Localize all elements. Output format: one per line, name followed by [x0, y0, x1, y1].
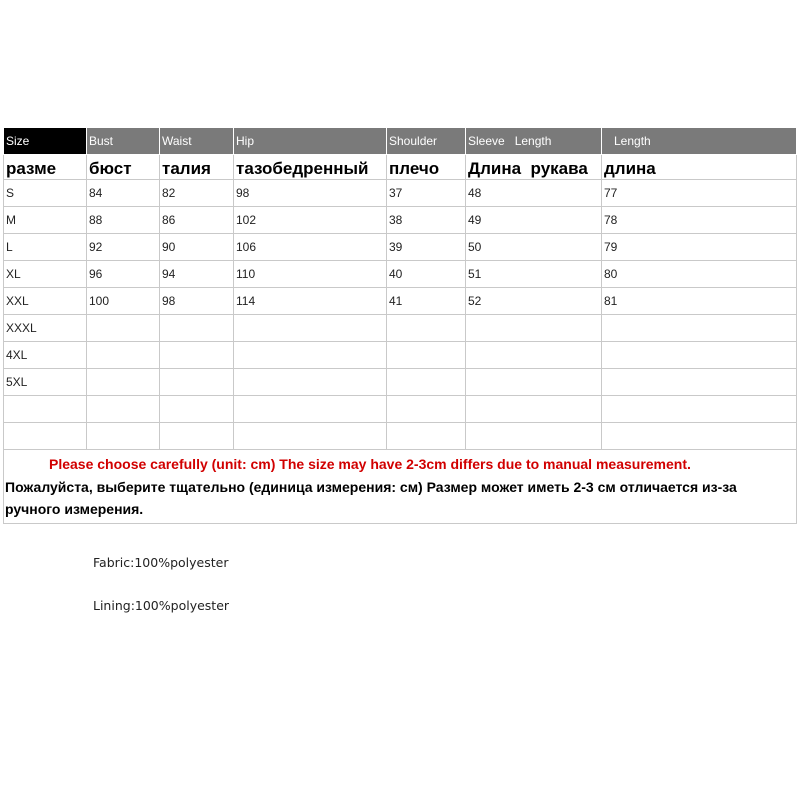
header-shoulder: Shoulder — [387, 128, 466, 155]
cell-length — [602, 396, 797, 423]
cell-hip — [234, 423, 387, 450]
cell-size: 5XL — [4, 369, 87, 396]
header-ru-size: разме — [4, 155, 87, 180]
cell-hip: 114 — [234, 288, 387, 315]
cell-waist: 82 — [160, 180, 234, 207]
cell-waist — [160, 396, 234, 423]
cell-sleeve-length — [466, 342, 602, 369]
cell-length: 81 — [602, 288, 797, 315]
fabric-info: Fabric:100%polyester — [93, 555, 229, 570]
table-row — [4, 315, 797, 342]
cell-hip: 98 — [234, 180, 387, 207]
header-ru-bust: бюст — [87, 155, 160, 180]
cell-bust — [87, 396, 160, 423]
cell-waist: 86 — [160, 207, 234, 234]
table-row — [4, 423, 797, 450]
header-bust: Bust — [87, 128, 160, 155]
cell-sleeve-length — [466, 315, 602, 342]
cell-hip: 106 — [234, 234, 387, 261]
header-ru-hip: тазобедренный — [234, 155, 387, 180]
cell-shoulder: 40 — [387, 261, 466, 288]
cell-size: S — [4, 180, 87, 207]
cell-sleeve-length: 48 — [466, 180, 602, 207]
table-row — [4, 396, 797, 423]
cell-length: 80 — [602, 261, 797, 288]
cell-bust: 92 — [87, 234, 160, 261]
cell-hip: 102 — [234, 207, 387, 234]
cell-size: XXL — [4, 288, 87, 315]
table-row — [4, 342, 797, 369]
header-size: Size — [4, 128, 87, 155]
cell-bust: 88 — [87, 207, 160, 234]
cell-size: XL — [4, 261, 87, 288]
header-ru-sleeve-length: Длина рукава — [466, 155, 602, 180]
cell-length: 78 — [602, 207, 797, 234]
cell-bust: 96 — [87, 261, 160, 288]
cell-length: 77 — [602, 180, 797, 207]
cell-sleeve-length — [466, 396, 602, 423]
table-row — [4, 369, 797, 396]
cell-length — [602, 369, 797, 396]
cell-bust — [87, 423, 160, 450]
cell-shoulder — [387, 423, 466, 450]
cell-shoulder — [387, 315, 466, 342]
cell-shoulder — [387, 396, 466, 423]
header-ru-waist: талия — [160, 155, 234, 180]
cell-waist — [160, 315, 234, 342]
note-russian: Пожалуйста, выберите тщательно (единица измерения: см) Размер может иметь 2-3 см отличается из-за ручного измерения. — [5, 479, 737, 517]
cell-sleeve-length: 51 — [466, 261, 602, 288]
cell-sleeve-length: 52 — [466, 288, 602, 315]
cell-shoulder: 39 — [387, 234, 466, 261]
cell-shoulder — [387, 369, 466, 396]
cell-waist: 98 — [160, 288, 234, 315]
cell-bust: 100 — [87, 288, 160, 315]
cell-shoulder: 37 — [387, 180, 466, 207]
header-waist: Waist — [160, 128, 234, 155]
cell-waist: 90 — [160, 234, 234, 261]
cell-length — [602, 315, 797, 342]
cell-size: 4XL — [4, 342, 87, 369]
cell-sleeve-length — [466, 369, 602, 396]
cell-hip — [234, 396, 387, 423]
cell-hip — [234, 315, 387, 342]
cell-waist — [160, 423, 234, 450]
cell-sleeve-length — [466, 423, 602, 450]
size-chart-table — [3, 127, 797, 524]
cell-shoulder — [387, 342, 466, 369]
cell-bust — [87, 342, 160, 369]
cell-bust: 84 — [87, 180, 160, 207]
cell-shoulder: 38 — [387, 207, 466, 234]
cell-size: L — [4, 234, 87, 261]
cell-waist — [160, 369, 234, 396]
header-row-english — [4, 128, 797, 155]
lining-info: Lining:100%polyester — [93, 598, 230, 613]
table-row — [4, 261, 797, 288]
cell-sleeve-length: 49 — [466, 207, 602, 234]
cell-size: M — [4, 207, 87, 234]
cell-shoulder: 41 — [387, 288, 466, 315]
cell-hip — [234, 342, 387, 369]
cell-waist: 94 — [160, 261, 234, 288]
cell-length — [602, 342, 797, 369]
cell-size: XXXL — [4, 315, 87, 342]
header-length: Length — [602, 128, 797, 155]
table-row — [4, 234, 797, 261]
header-ru-length: длина — [602, 155, 797, 180]
header-hip: Hip — [234, 128, 387, 155]
table-row — [4, 207, 797, 234]
cell-size — [4, 423, 87, 450]
header-row-russian — [4, 155, 797, 180]
cell-length: 79 — [602, 234, 797, 261]
cell-bust — [87, 315, 160, 342]
cell-bust — [87, 369, 160, 396]
cell-hip: 110 — [234, 261, 387, 288]
note-row — [4, 450, 797, 524]
cell-length — [602, 423, 797, 450]
cell-sleeve-length: 50 — [466, 234, 602, 261]
note-english: Please choose carefully (unit: cm) The size may have 2-3cm differs due to manual measurement. — [49, 456, 691, 472]
table-row — [4, 180, 797, 207]
note-cell — [4, 450, 797, 524]
header-sleeve-length: Sleeve Length — [466, 128, 602, 155]
table-row — [4, 288, 797, 315]
cell-waist — [160, 342, 234, 369]
header-ru-shoulder: плечо — [387, 155, 466, 180]
cell-hip — [234, 369, 387, 396]
cell-size — [4, 396, 87, 423]
